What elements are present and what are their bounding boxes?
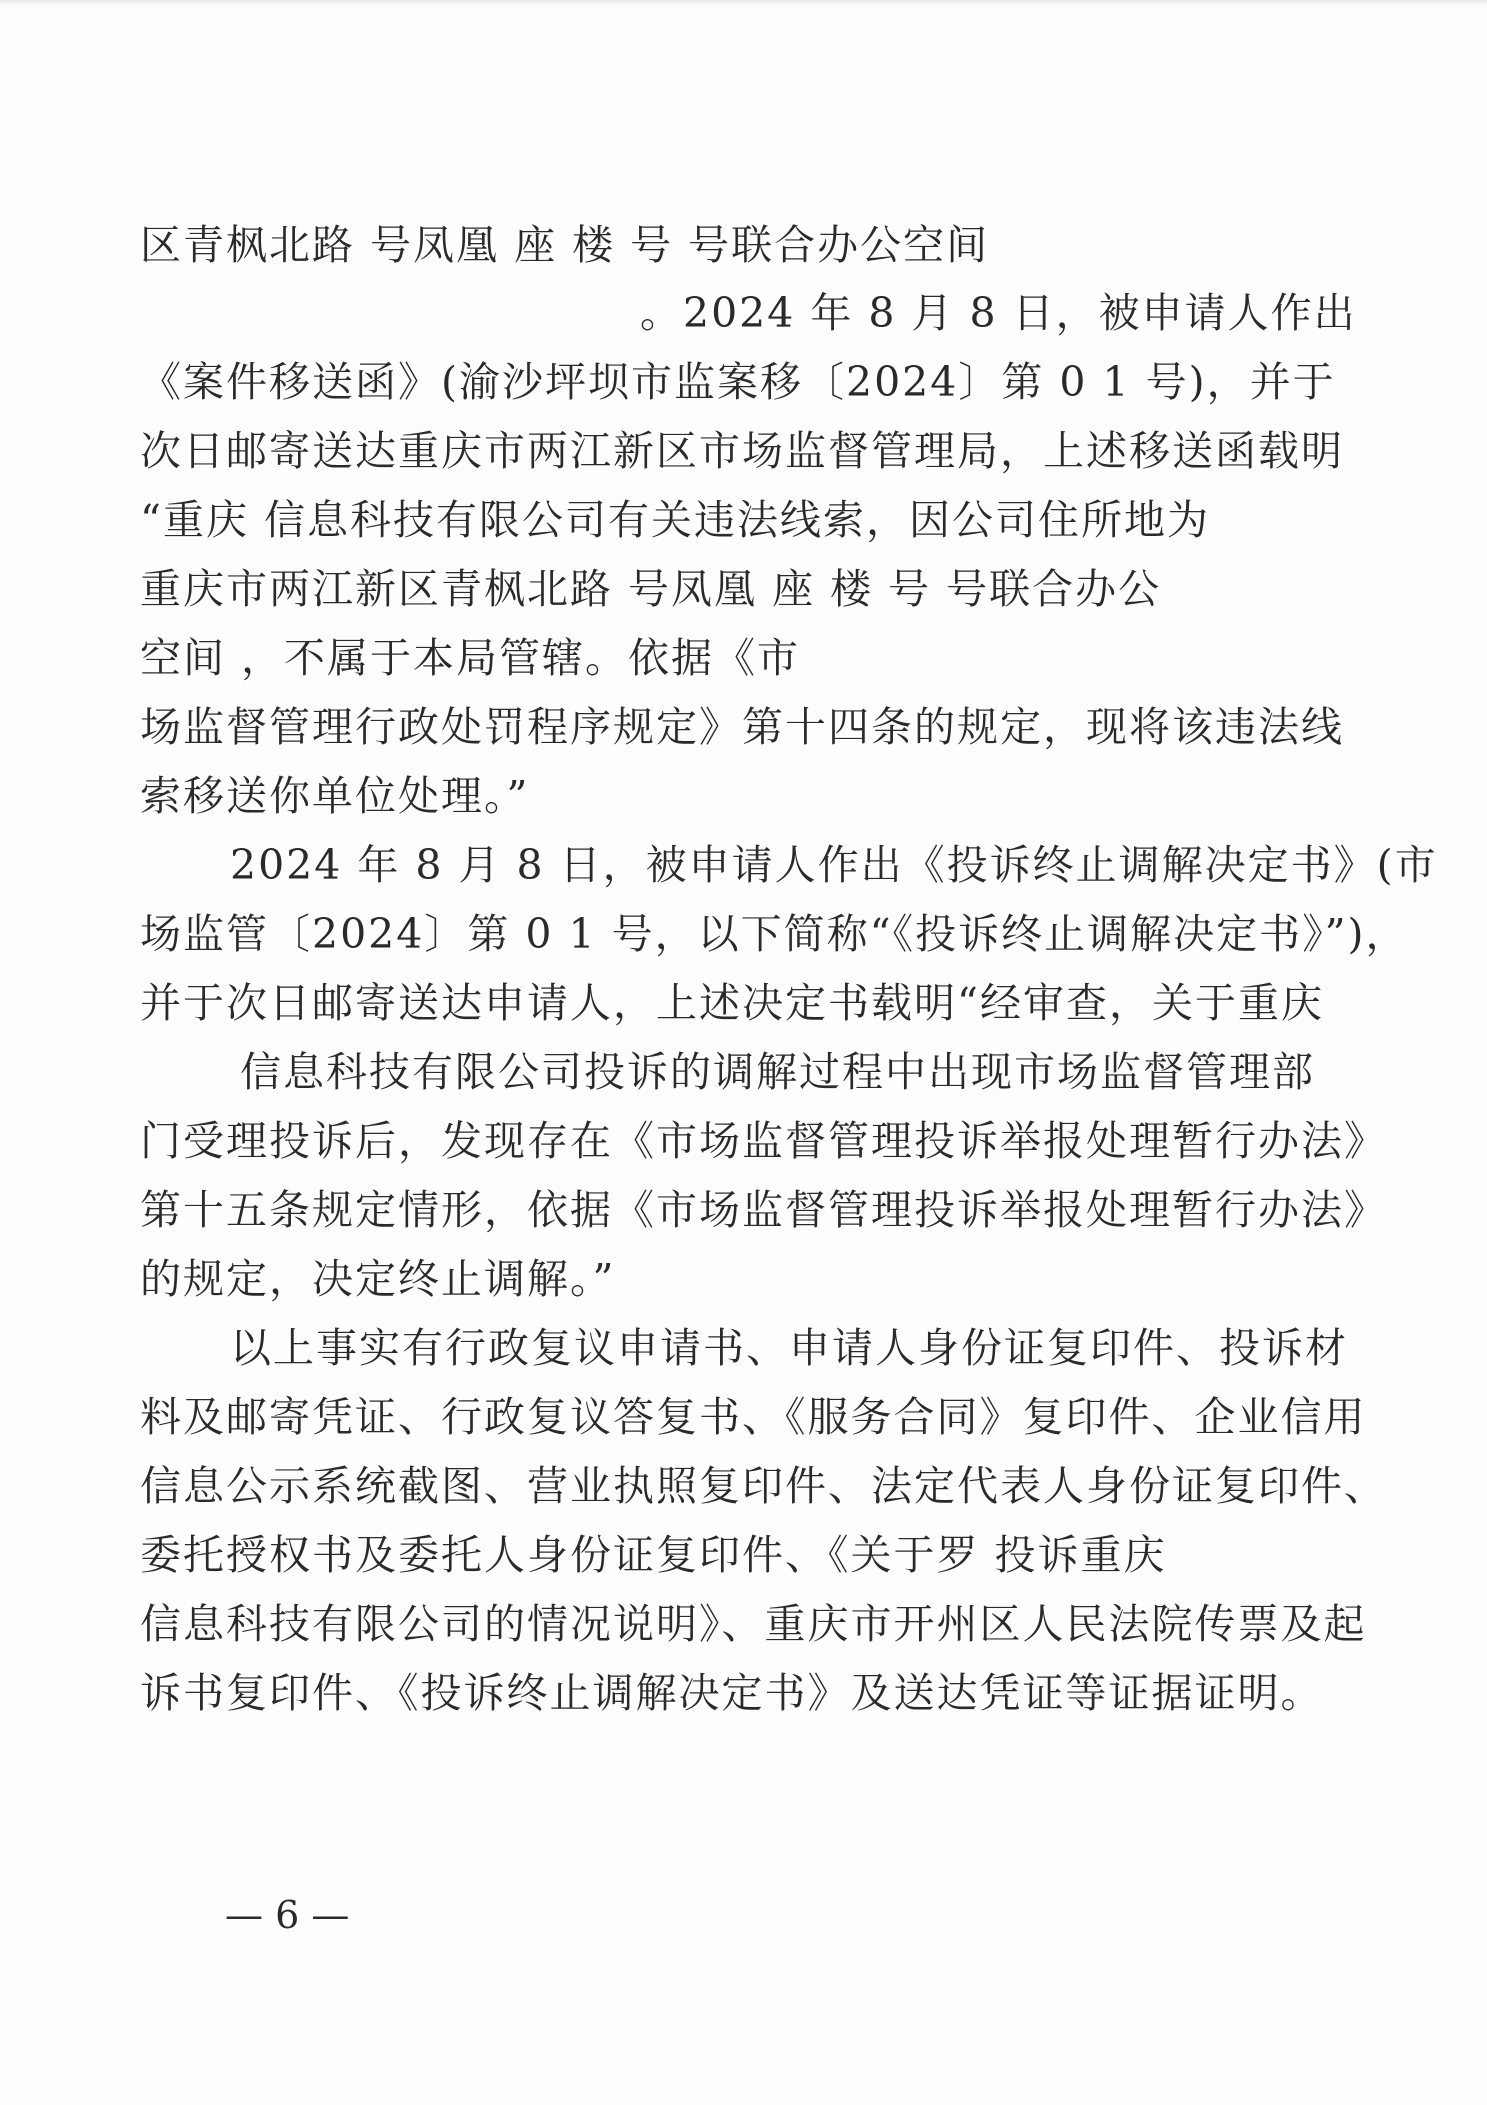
paragraph-first-line: 2024 年 8 月 8 日，被申请人作出《投诉终止调解决定书》(市 <box>230 841 1438 889</box>
page-number: — 6 — <box>225 1893 350 1937</box>
text-line: 信息公示系统截图、营业执照复印件、法定代表人身份证复印件、 <box>140 1462 1387 1510</box>
text-line: 信息科技有限公司投诉的调解过程中出现市场监督管理部 <box>240 1048 1315 1096</box>
text-line: 场监管〔2024〕第 0 1 号，以下简称“《投诉终止调解决定书》”)， <box>140 910 1409 958</box>
text-line: 。2024 年 8 月 8 日，被申请人作出 <box>640 289 1357 337</box>
text-line: 索移送你单位处理。” <box>140 772 530 820</box>
text-line: 诉书复印件、《投诉终止调解决定书》及送达凭证等证据证明。 <box>140 1669 1324 1717</box>
text-line: “重庆 信息科技有限公司有关违法线索，因公司住所地为 <box>140 496 1210 544</box>
text-line: 区青枫北路 号凤凰 座 楼 号 号联合办公空间 <box>140 221 990 269</box>
text-line: 门受理投诉后，发现存在《市场监督管理投诉举报处理暂行办法》 <box>140 1117 1387 1165</box>
text-line: 料及邮寄凭证、行政复议答复书、《服务合同》复印件、企业信用 <box>140 1393 1367 1441</box>
text-line: 信息科技有限公司的情况说明》、重庆市开州区人民法院传票及起 <box>140 1600 1367 1648</box>
text-line: 次日邮寄送达重庆市两江新区市场监督管理局，上述移送函载明 <box>140 427 1344 475</box>
text-line: 的规定，决定终止调解。” <box>140 1255 616 1303</box>
text-line: 第十五条规定情形，依据《市场监督管理投诉举报处理暂行办法》 <box>140 1186 1387 1234</box>
scan-edge <box>0 0 1487 6</box>
text-line: 《案件移送函》(渝沙坪坝市监案移〔2024〕第 0 1 号)，并于 <box>140 358 1336 406</box>
text-line: 场监督管理行政处罚程序规定》第十四条的规定，现将该违法线 <box>140 703 1344 751</box>
text-line: 空间 ，不属于本局管辖。依据《市 <box>140 634 801 682</box>
text-line: 委托授权书及委托人身份证复印件、《关于罗 投诉重庆 <box>140 1531 1167 1579</box>
paragraph-first-line: 以上事实有行政复议申请书、申请人身份证复印件、投诉材 <box>230 1324 1348 1372</box>
text-line: 并于次日邮寄送达申请人，上述决定书载明“经审查，关于重庆 <box>140 979 1324 1027</box>
text-line: 重庆市两江新区青枫北路 号凤凰 座 楼 号 号联合办公 <box>140 565 1162 613</box>
